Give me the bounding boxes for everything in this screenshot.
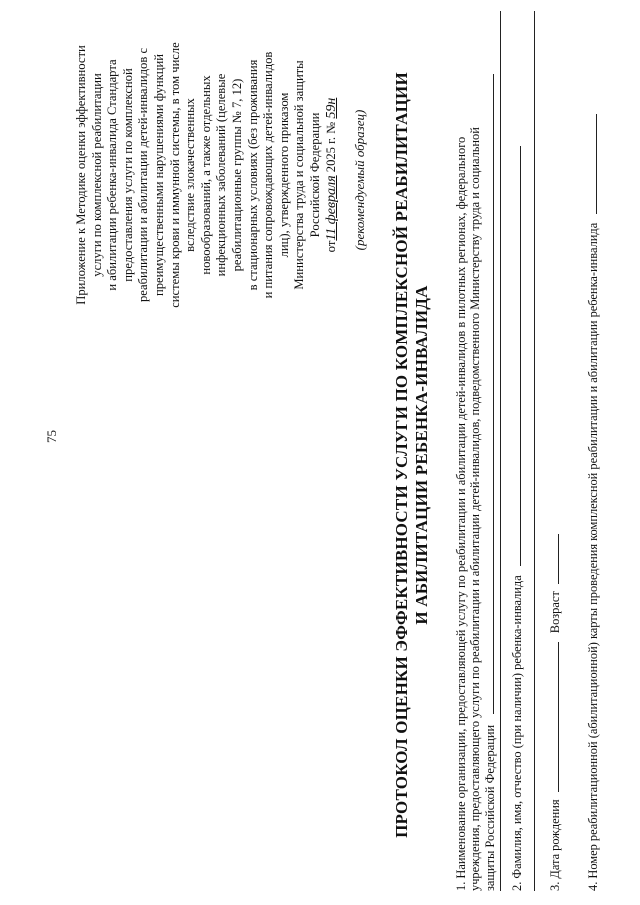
order-date-line [324, 10, 340, 340]
order-year-text: 2025 г. № [323, 121, 338, 173]
title-line: ПРОТОКОЛ ОЦЕНКИ ЭФФЕКТИВНОСТИ УСЛУГИ ПО КОМПЛЕКСНОЙ РЕАБИЛИТАЦИИ [392, 72, 411, 838]
appendix-line: предоставления услуги по комплексной [120, 68, 135, 282]
child-name-blank[interactable] [510, 146, 521, 566]
appendix-line: услуги по комплексной реабилитации [89, 73, 104, 277]
organization-blank[interactable] [483, 74, 494, 714]
handwritten-order-number: 59н [323, 97, 339, 119]
appendix-line: вследствие злокачественных [183, 98, 198, 252]
age-label: Возраст [548, 591, 562, 634]
child-name-label: 2. Фамилия, имя, отчество (при наличии) ребенка-инвалида [510, 575, 524, 891]
appendix-line: преимущественными нарушениями функций [151, 54, 166, 296]
birth-date-blank[interactable] [548, 642, 559, 792]
organization-label-end: защиты Российской Федерации [482, 724, 497, 891]
appendix-line: и питания сопровождающих детей-инвалидов [261, 51, 276, 299]
organization-label-line: 1. Наименование организации, предоставляющей услугу по реабилитации и абилитации детей-инвалидов в пилотных регионах, федерального [454, 136, 468, 891]
appendix-header [74, 10, 339, 340]
appendix-line: реабилитации и абилитации детей-инвалидов с [136, 47, 151, 303]
card-number-label: 4. Номер реабилитационной (абилитационной) карты проведения комплексной реабилитации и абилитации ребенка-инвалида [586, 222, 600, 891]
page-number: 75 [44, 430, 59, 443]
appendix-line: Российской Федерации [307, 112, 322, 238]
child-name-field [510, 11, 524, 891]
organization-label-line [483, 11, 497, 891]
organization-underline [500, 11, 501, 891]
appendix-line: новообразований, а также отдельных [198, 75, 213, 275]
handwritten-date: 11 февраля [323, 175, 339, 241]
birth-date-label: 3. Дата рождения [548, 799, 562, 891]
appendix-line: системы крови и иммунной системы, в том числе [167, 42, 182, 308]
recommended-sample-note: (рекомендуемый образец) [352, 109, 367, 251]
age-blank[interactable] [548, 534, 559, 584]
appendix-line: реабилитационные группы № 7, 12) [229, 78, 244, 272]
organization-label-line: учреждения, предоставляющего услуги по реабилитации и абилитации детей-инвалидов, подведомственного Министерству труда и социальной [468, 127, 483, 891]
appendix-line: и абилитации ребенка-инвалида Стандарта [105, 59, 120, 291]
appendix-line: Приложение к Методике оценки эффективности [74, 45, 88, 305]
appendix-line: Министерства труда и социальной защиты [292, 60, 307, 290]
title-line: И АБИЛИТАЦИИ РЕБЕНКА-ИНВАЛИДА [412, 285, 431, 625]
appendix-line: инфекционных заболеваний (целевые [214, 73, 229, 277]
appendix-line: в стационарных условиях (без проживания [245, 59, 260, 291]
card-number-blank[interactable] [586, 114, 597, 214]
card-number-field [586, 11, 600, 891]
birth-age-field [548, 11, 562, 891]
appendix-line: лиц), утвержденного приказом [276, 92, 291, 258]
document-title [392, 45, 432, 865]
organization-field [454, 11, 497, 891]
order-date-prefix: от [323, 240, 338, 253]
child-name-underline [534, 11, 535, 891]
